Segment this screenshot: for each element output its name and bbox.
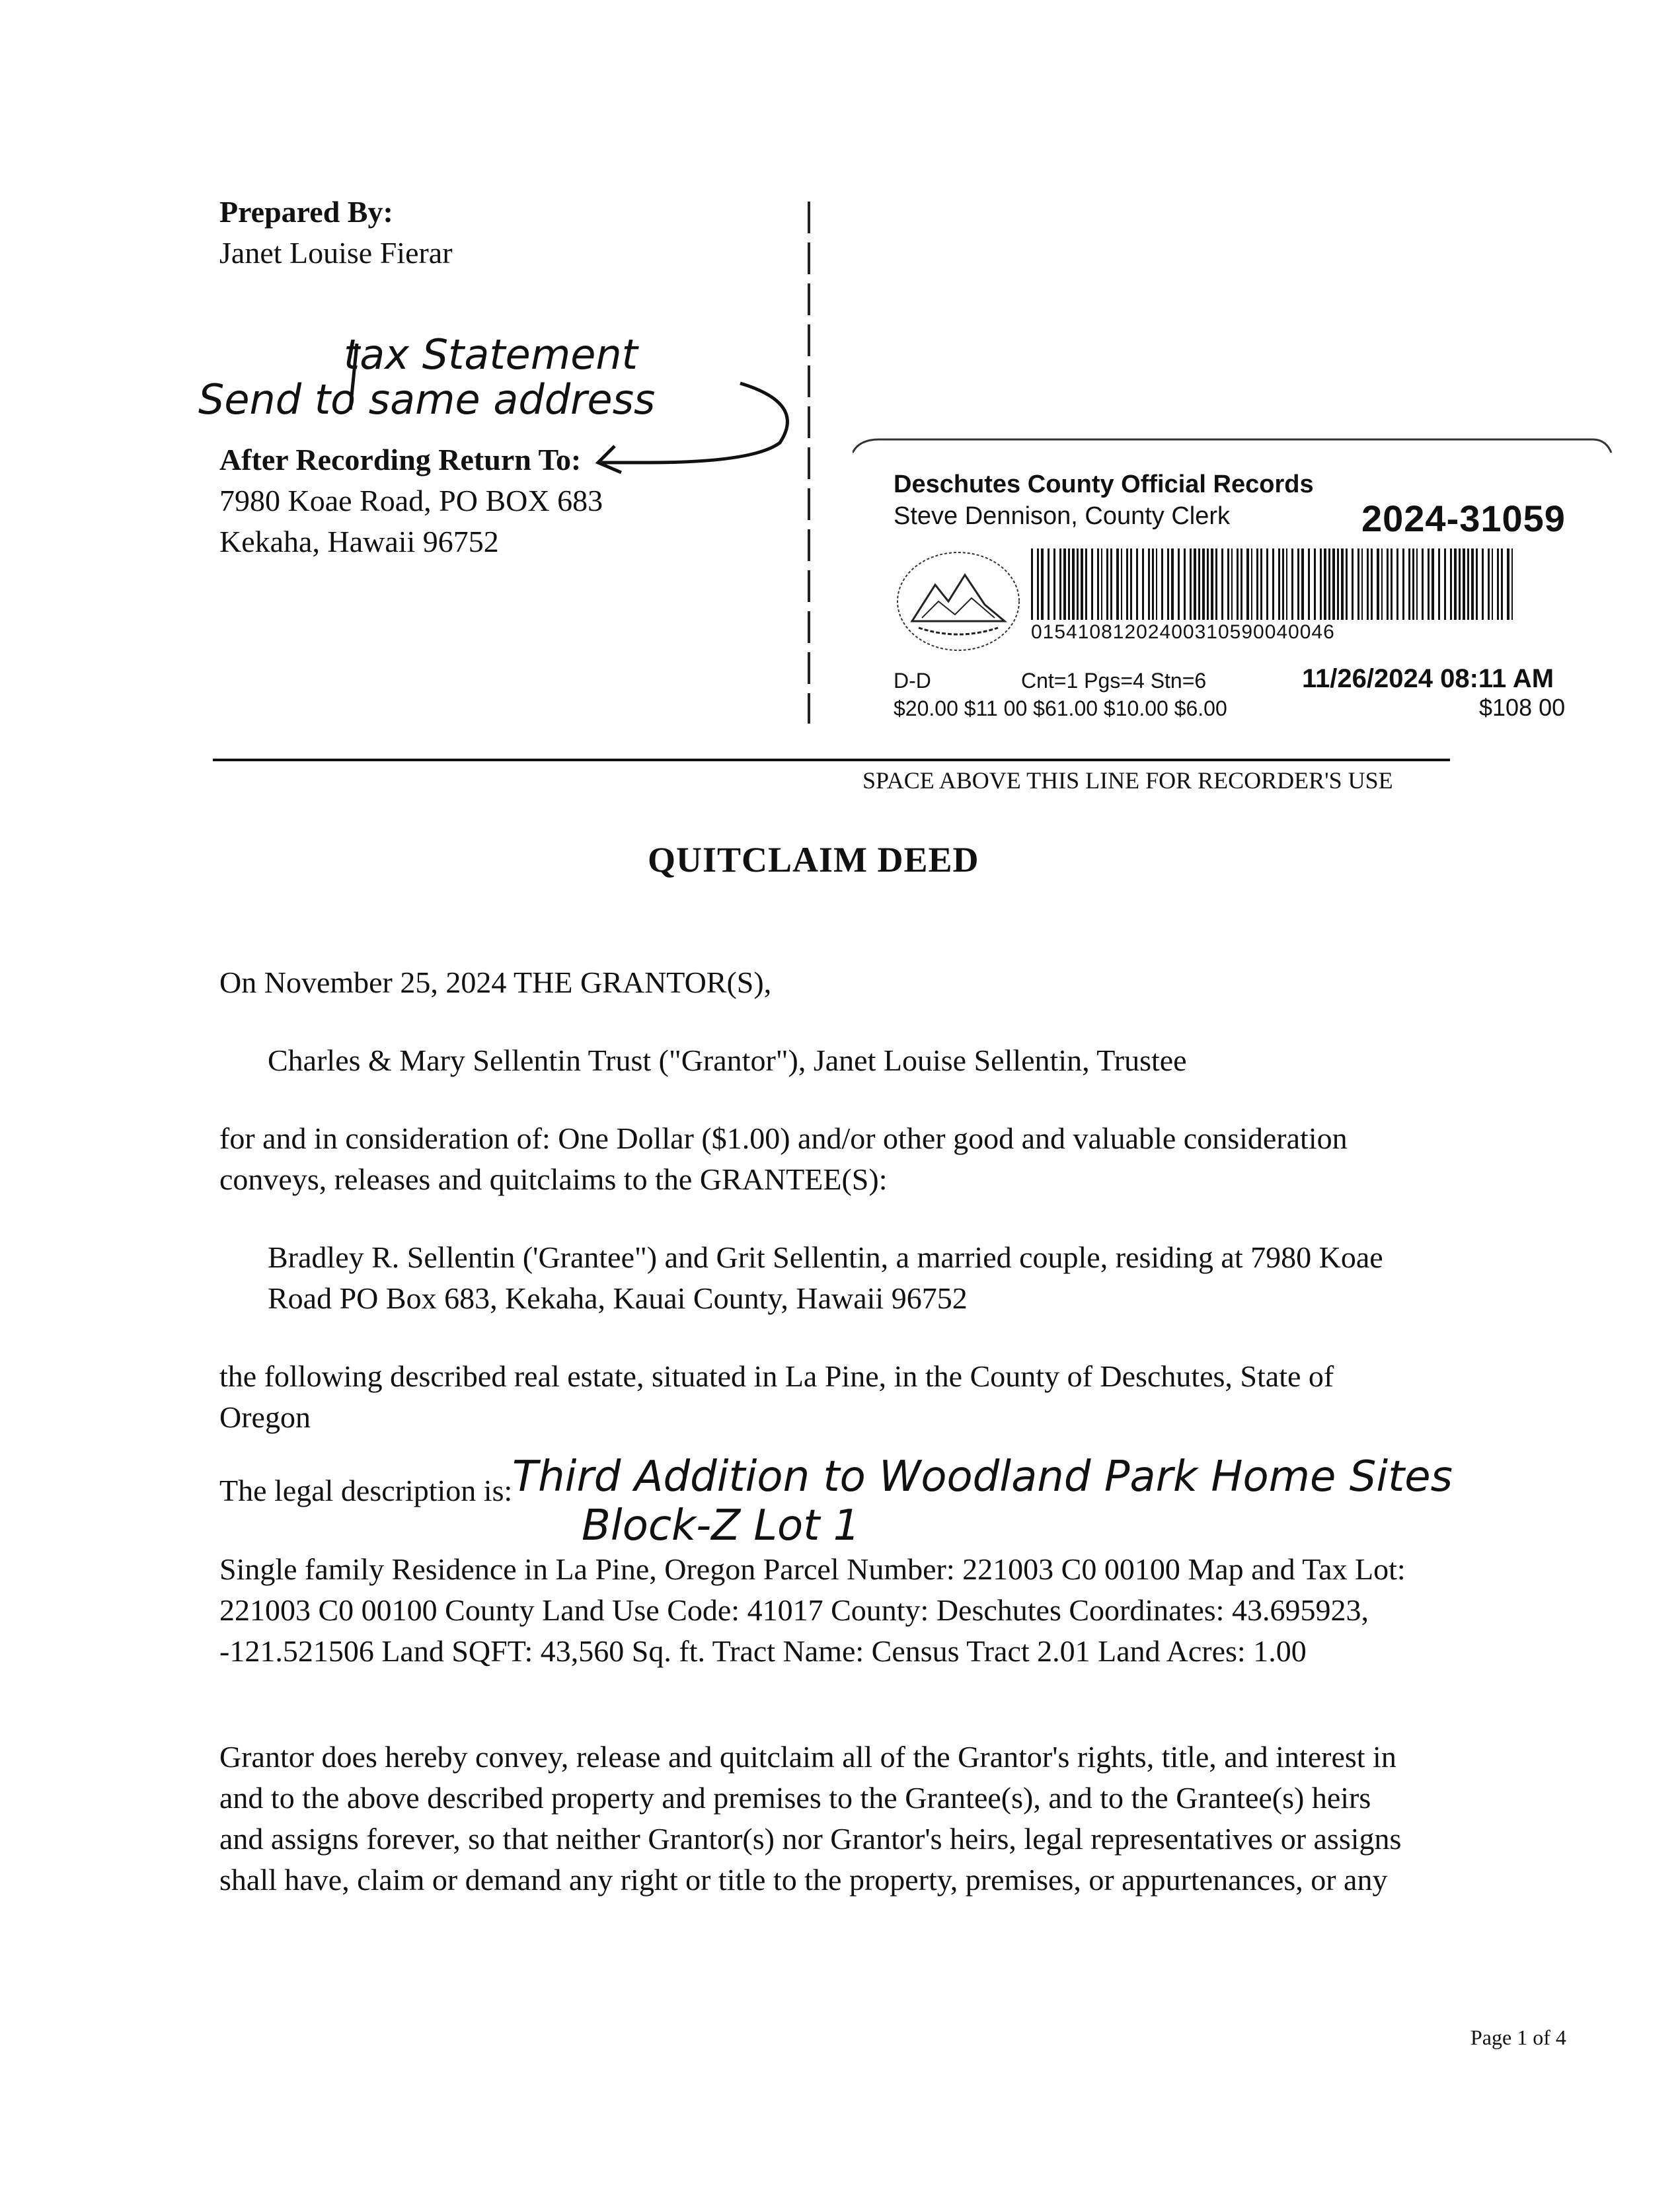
barcode-bar <box>1106 548 1108 620</box>
prepared-by-label: Prepared By: <box>219 195 393 229</box>
barcode-bar <box>1152 548 1154 620</box>
barcode-bar <box>1178 548 1180 620</box>
barcode-bar <box>1231 548 1233 620</box>
barcode-bar <box>1068 548 1070 620</box>
recording-fees: $20.00 $11 00 $61.00 $10.00 $6.00 <box>894 697 1227 720</box>
return-to-line1: 7980 Koae Road, PO BOX 683 <box>219 484 603 517</box>
barcode-bar <box>1286 548 1287 620</box>
barcode-bar <box>1278 548 1280 620</box>
barcode-bar <box>1207 548 1209 620</box>
barcode-bar <box>1211 548 1213 620</box>
barcode-bar <box>1320 548 1322 620</box>
barcode-bar <box>1190 548 1192 620</box>
barcode-bar <box>1246 548 1249 620</box>
barcode-bar <box>1260 548 1262 620</box>
barcode-bar <box>1215 548 1217 620</box>
barcode-bar <box>1332 548 1335 620</box>
legal-description-label: The legal description is: <box>219 1474 513 1507</box>
barcode-bar <box>1416 548 1418 620</box>
barcode-bar <box>1184 548 1186 620</box>
barcode-bar <box>1301 548 1304 620</box>
barcode-bar <box>1422 548 1424 620</box>
barcode-bar <box>1167 548 1169 620</box>
barcode-bar <box>1237 548 1239 620</box>
convey-line2: and to the above described property and premises to the Grantee(s), and to the Grantee(s) heirs <box>219 1781 1371 1815</box>
barcode-bar <box>1116 548 1119 620</box>
return-to-line2: Kekaha, Hawaii 96752 <box>219 525 499 558</box>
barcode-bar <box>1497 548 1499 620</box>
handwritten-note-line1: tax Statement <box>344 330 638 379</box>
convey-line4: shall have, claim or demand any right or title to the property, premises, or appurtenances, or any <box>219 1863 1388 1897</box>
barcode-bar <box>1324 548 1326 620</box>
barcode-bar <box>1041 548 1044 620</box>
handwritten-note-line2: Send to same address <box>198 375 656 424</box>
barcode-bar <box>1507 548 1509 620</box>
barcode-bar <box>1063 548 1066 620</box>
barcode-bar <box>1091 548 1093 620</box>
barcode-bar <box>1488 548 1490 620</box>
barcode-bar <box>1136 548 1138 620</box>
barcode-bar <box>1444 548 1446 620</box>
barcode-bar <box>1482 548 1484 620</box>
barcode-bar <box>1227 548 1229 620</box>
barcode-bar <box>1251 548 1252 620</box>
consideration-line2: conveys, releases and quitclaims to the GRANTEE(S): <box>219 1162 888 1196</box>
vertical-divider <box>808 202 810 724</box>
recorder-space-line <box>213 759 1450 761</box>
convey-line3: and assigns forever, so that neither Grantor(s) nor Grantor's heirs, legal representatives or assigns <box>219 1822 1402 1856</box>
intro-line: On November 25, 2024 THE GRANTOR(S), <box>219 965 772 999</box>
prepared-by-name: Janet Louise Fierar <box>219 236 453 270</box>
barcode-bar <box>1130 548 1132 620</box>
barcode-bar <box>1337 548 1339 620</box>
grantee-line1: Bradley R. Sellentin ('Grantee") and Grit Sellentin, a married couple, residing at 7980 Koae <box>268 1240 1383 1274</box>
recording-datetime: 11/26/2024 08:11 AM <box>1302 664 1554 693</box>
grantor-line: Charles & Mary Sellentin Trust ("Grantor"), Janet Louise Sellentin, Trustee <box>268 1043 1187 1077</box>
barcode-bar <box>1450 548 1452 620</box>
barcode-bar <box>1171 548 1174 620</box>
barcode-bar <box>1266 548 1268 620</box>
barcode-bar <box>1492 548 1493 620</box>
recording-total: $108 00 <box>1479 694 1566 721</box>
barcode-bar <box>1194 548 1196 620</box>
barcode-bar <box>1110 548 1112 620</box>
grantee-line2: Road PO Box 683, Kekaha, Kauai County, Hawaii 96752 <box>268 1281 968 1315</box>
barcode-bar <box>1031 548 1033 620</box>
parcel-line2: 221003 C0 00100 County Land Use Code: 41017 County: Deschutes Coordinates: 43.695923, <box>219 1593 1369 1627</box>
barcode-bar <box>1361 548 1363 620</box>
page-number: Page 1 of 4 <box>1470 2025 1566 2049</box>
barcode-bar <box>1297 548 1299 620</box>
barcode-bar <box>1459 548 1461 620</box>
barcode-bar <box>1202 548 1205 620</box>
barcode-bar <box>1438 548 1440 620</box>
recording-barcode <box>1031 548 1520 624</box>
barcode-bar <box>1387 548 1389 620</box>
recording-document-number: 2024-31059 <box>1361 498 1566 539</box>
county-seal-icon <box>892 548 1024 654</box>
barcode-bar <box>1314 548 1316 620</box>
barcode-bar <box>1126 548 1128 620</box>
barcode-bar <box>1412 548 1414 620</box>
barcode-bar <box>1256 548 1258 620</box>
barcode-bar <box>1081 548 1083 620</box>
barcode-bar <box>1428 548 1430 620</box>
barcode-bar <box>1059 548 1061 620</box>
barcode-bar <box>1101 548 1102 620</box>
barcode-bar <box>1511 548 1513 620</box>
barcode-bar <box>1221 548 1223 620</box>
barcode-bar <box>1377 548 1379 620</box>
barcode-bar <box>1467 548 1469 620</box>
barcode-bar <box>1241 548 1242 620</box>
barcode-bar <box>1097 548 1099 620</box>
barcode-bar <box>1198 548 1200 620</box>
barcode-bar <box>1346 548 1348 620</box>
barcode-bar <box>1121 548 1122 620</box>
barcode-bar <box>1308 548 1310 620</box>
barcode-bar <box>1077 548 1079 620</box>
barcode-bar <box>1142 548 1144 620</box>
recording-doc-type: D-D <box>894 669 931 693</box>
barcode-bar <box>1402 548 1404 620</box>
barcode-bar <box>1396 548 1398 620</box>
deed-title: QUITCLAIM DEED <box>648 840 979 880</box>
barcode-bar <box>1291 548 1293 620</box>
barcode-bar <box>1454 548 1457 620</box>
consideration-line1: for and in consideration of: One Dollar ($1.00) and/or other good and valuable consideration <box>219 1121 1348 1155</box>
return-to-label: After Recording Return To: <box>219 443 582 476</box>
barcode-bar <box>1053 548 1055 620</box>
realestate-line2: Oregon <box>219 1400 311 1434</box>
legal-description-handwritten-line2: Block-Z Lot 1 <box>582 1501 860 1550</box>
barcode-bar <box>1367 548 1369 620</box>
barcode-bar <box>1341 548 1344 620</box>
recording-stamp-border <box>853 436 1613 456</box>
barcode-bar <box>1048 548 1050 620</box>
barcode-bar <box>1391 548 1393 620</box>
barcode-number: 01541081202400310590040046 <box>1031 621 1335 643</box>
barcode-bar <box>1371 548 1373 620</box>
barcode-bar <box>1156 548 1157 620</box>
barcode-bar <box>1037 548 1039 620</box>
recording-counts: Cnt=1 Pgs=4 Stn=6 <box>1021 669 1207 693</box>
barcode-bar <box>1501 548 1503 620</box>
legal-description-handwritten-line1: Third Addition to Woodland Park Home Sites <box>512 1452 1453 1501</box>
barcode-bar <box>1471 548 1474 620</box>
barcode-bar <box>1161 548 1163 620</box>
barcode-bar <box>1357 548 1359 620</box>
barcode-bar <box>1352 548 1354 620</box>
parcel-line1: Single family Residence in La Pine, Oregon Parcel Number: 221003 C0 00100 Map and Tax Lot: <box>219 1552 1406 1586</box>
convey-line1: Grantor does hereby convey, release and quitclaim all of the Grantor's rights, title, and interest in <box>219 1740 1396 1774</box>
barcode-bar <box>1432 548 1434 620</box>
parcel-line3: -121.521506 Land SQFT: 43,560 Sq. ft. Tract Name: Census Tract 2.01 Land Acres: 1.00 <box>219 1634 1307 1668</box>
barcode-bar <box>1328 548 1330 620</box>
barcode-bar <box>1282 548 1284 620</box>
barcode-bar <box>1381 548 1383 620</box>
recording-clerk: Steve Dennison, County Clerk <box>894 502 1231 530</box>
barcode-bar <box>1272 548 1274 620</box>
barcode-bar <box>1476 548 1478 620</box>
recording-office: Deschutes County Official Records <box>894 471 1314 498</box>
barcode-bar <box>1072 548 1075 620</box>
barcode-bar <box>1463 548 1465 620</box>
realestate-line1: the following described real estate, situated in La Pine, in the County of Deschutes, State of <box>219 1359 1334 1393</box>
barcode-bar <box>1085 548 1087 620</box>
barcode-bar <box>1148 548 1150 620</box>
barcode-bar <box>1408 548 1410 620</box>
recorder-space-note: SPACE ABOVE THIS LINE FOR RECORDER'S USE <box>862 767 1393 794</box>
